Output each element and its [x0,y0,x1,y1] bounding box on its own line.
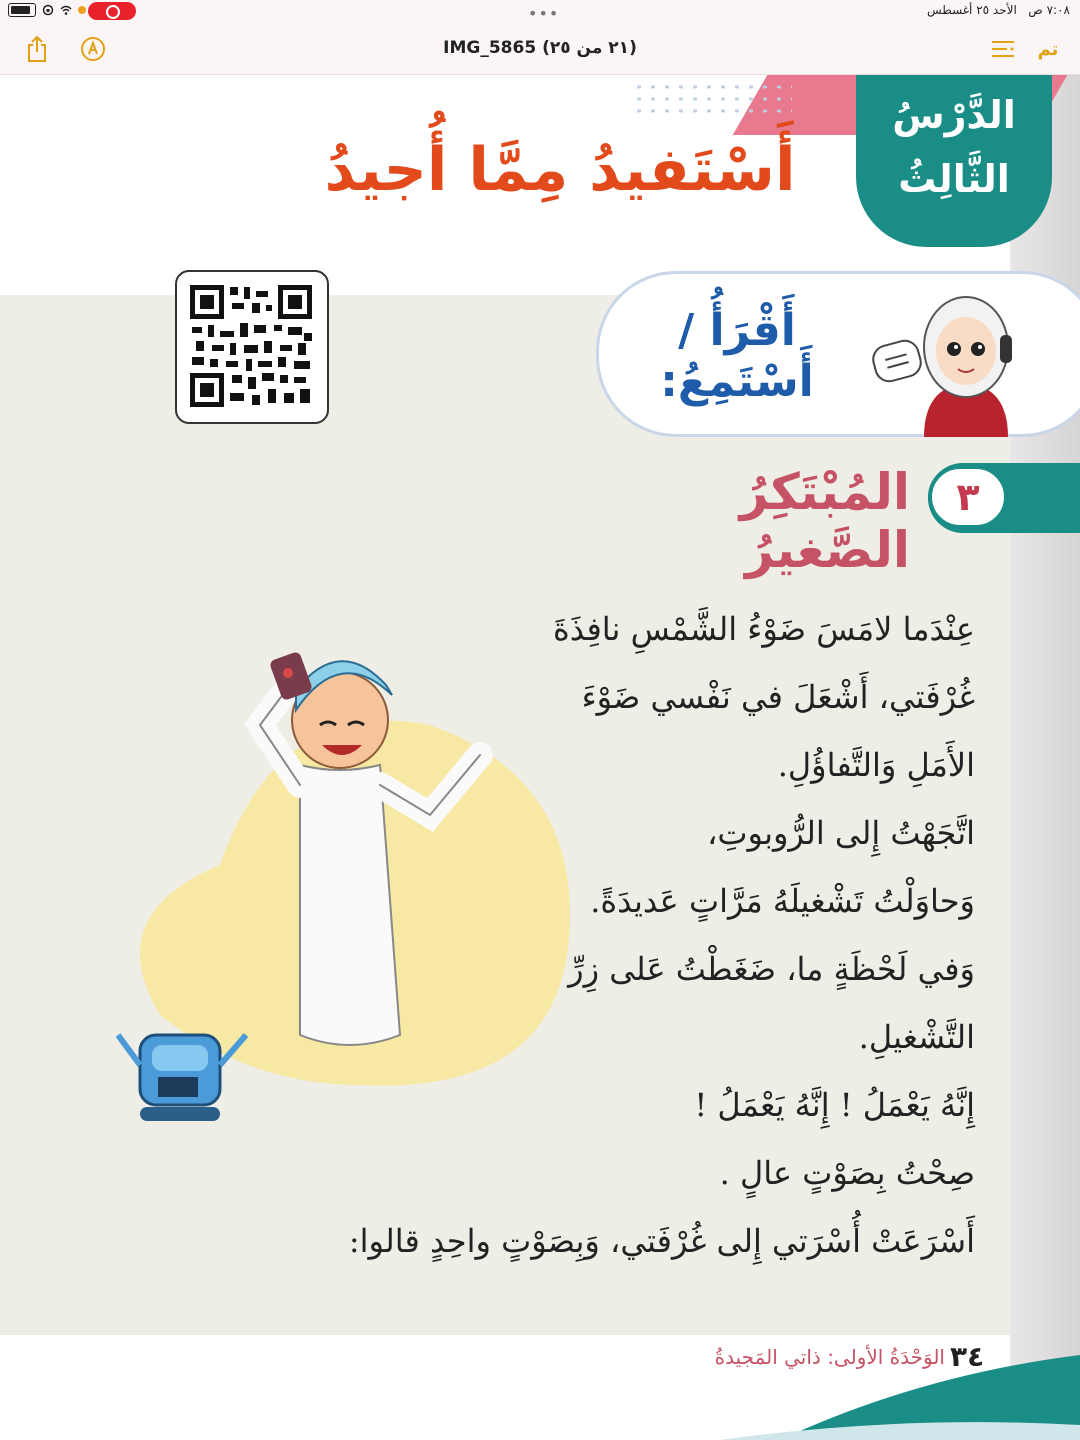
battery-icon [8,3,36,17]
multitask-dots-icon[interactable]: ••• [528,4,560,23]
story-line: الأَمَلِ وَالتَّفاؤُلِ. [777,746,975,784]
read-listen-label: أَقْرَأُ / أَسْتَمِعُ: [660,305,814,407]
story-line: إِنَّهُ يَعْمَلُ ! إِنَّهُ يَعْمَلُ ! [694,1086,975,1124]
lesson-badge-line1: الدَّرْسُ [892,93,1016,137]
page-number: ٣٤ [950,1340,985,1373]
unit-title: الوَحْدَةُ الأولى: ذاتي المَجيدةُ [714,1345,945,1369]
mic-indicator-icon [78,6,86,14]
wifi-icon [60,4,72,16]
done-button[interactable]: تم [1037,38,1059,60]
girl-headphones-illustration [868,287,1018,437]
image-title: IMG_5865 (٢١ من ٢٥) [443,38,637,58]
story-text [348,595,975,1275]
status-bar [0,0,1080,24]
list-button[interactable] [988,34,1018,64]
story-line: وَحاوَلْتُ تَشْغيلَهُ مَرَّاتٍ عَديدَةً. [590,882,975,920]
status-datetime [927,3,1070,17]
textbook-page [0,75,1080,1440]
qr-code [175,270,329,424]
story-line: التَّشْغيلِ. [858,1018,975,1056]
story-number: ٣ [928,465,1008,529]
orientation-lock-icon [42,4,54,16]
story-line: غُرْفَتي، أَشْعَلَ في نَفْسي ضَوْءَ [581,678,975,716]
status-date: الأحد ٢٥ أغسطس [926,3,1017,17]
story-line: صِحْتُ بِصَوْتٍ عالٍ . [719,1154,975,1192]
status-time: ٧:٠٨ ص [1028,3,1070,17]
story-title: المُبْتَكِرُ الصَّغيرُ [739,463,910,579]
lesson-badge [856,75,1052,247]
story-line: أَسْرَعَتْ أُسْرَتي إِلى غُرْفَتي، وَبِصَوْتٍ واحِدٍ قالوا: [348,1222,975,1260]
qr-code-icon [190,285,312,407]
story-line: عِنْدَما لامَسَ ضَوْءُ الشَّمْسِ نافِذَةَ [552,610,975,648]
photo-viewer-toolbar [0,24,1080,75]
story-line: اتَّجَهْتُ إِلى الرُّوبوتِ، [707,814,975,852]
lesson-title: أَسْتَفيدُ مِمَّا أُجيدُ [324,135,796,205]
story-line: وَفي لَحْظَةٍ ما، ضَغَطْتُ عَلى زِرِّ [568,950,975,988]
status-icons [8,3,86,17]
dots-decoration [632,81,792,121]
list-icon [990,39,1016,59]
footer-wave-decoration [720,1315,1080,1440]
screen-record-icon[interactable] [88,2,136,20]
lesson-badge-line2: الثَّالِثُ [898,157,1010,201]
